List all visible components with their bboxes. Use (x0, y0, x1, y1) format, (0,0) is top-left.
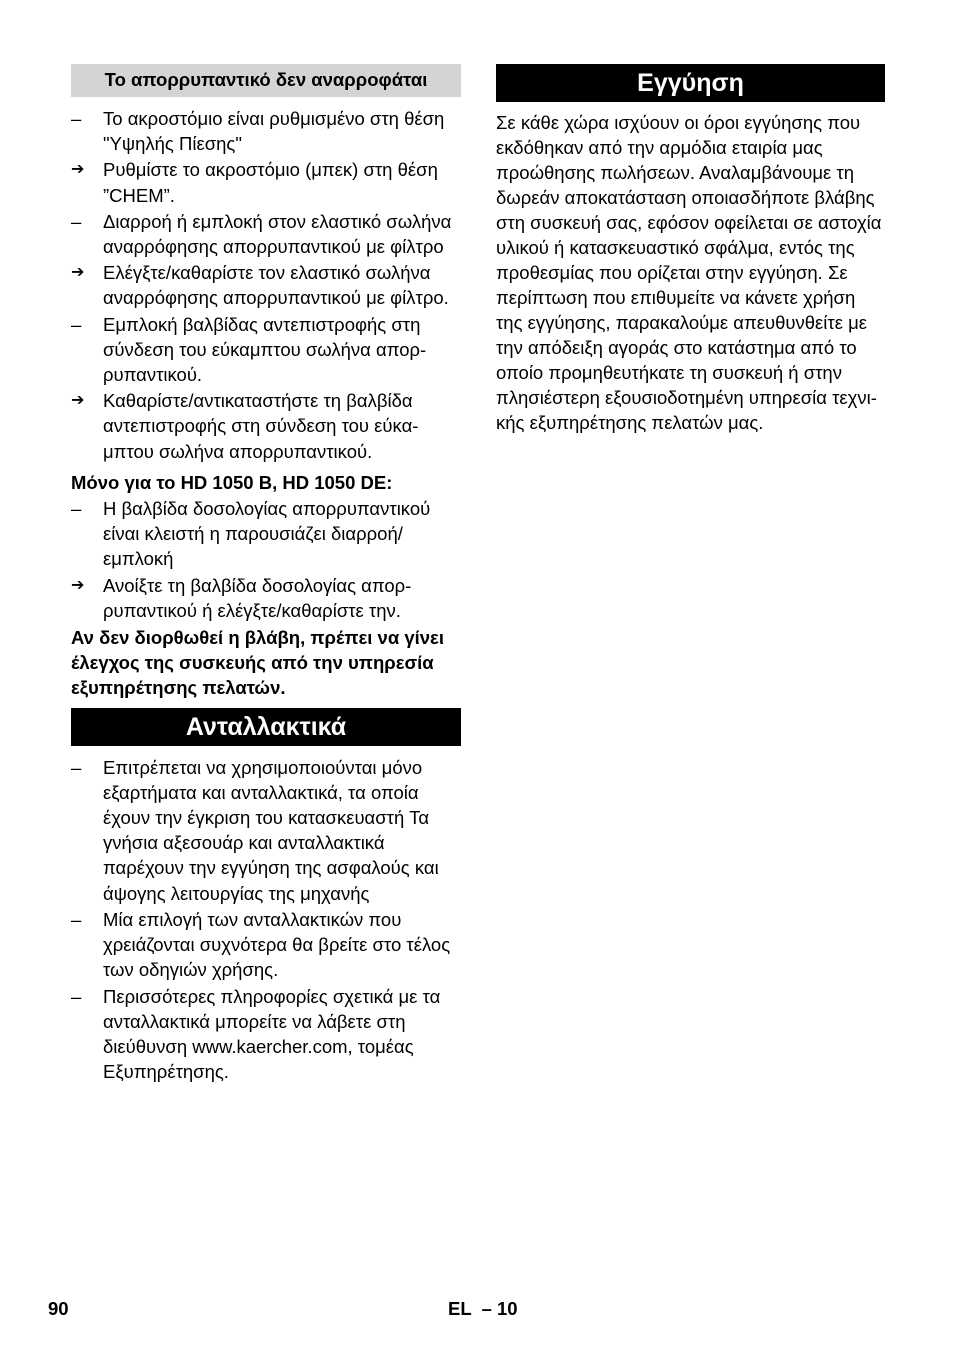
list-item-text: Περισσότερες πληροφορίες σχετικά με τα ανταλλακτικά μπορείτε να λάβετε στη διεύθυνση www.kaercher.com, τομέας Εξυπηρέτησης. (103, 985, 441, 1083)
troubleshoot-list (71, 106, 461, 464)
list-item (71, 209, 461, 259)
dash-marker: – (71, 498, 82, 520)
list-item (71, 106, 461, 156)
spare-parts-list (71, 755, 461, 1085)
dash-marker: – (71, 210, 82, 232)
arrow-right-icon: ➔ (71, 161, 85, 179)
list-item (71, 157, 461, 207)
model-note: Μόνο για το HD 1050 B, HD 1050 DE: (71, 471, 393, 493)
dash-marker: – (71, 313, 82, 335)
right-column (496, 64, 885, 435)
list-item (71, 496, 461, 572)
dash-marker: – (71, 908, 82, 930)
dash-marker: – (71, 756, 82, 778)
list-item-text: Η βαλβίδα δοσολογίας απορρυπαντικού είναι κλειστή η παρουσιάζει διαρροή/εμπλοκή (103, 498, 431, 570)
model-list (71, 496, 461, 623)
list-item-text: Μία επιλογή των ανταλλακτικών που χρειάζονται συχνότερα θα βρείτε στο τέλος των οδηγιών χρήσης. (103, 908, 451, 981)
page-code: EL – 10 (448, 1298, 518, 1319)
spare-parts-heading: Ανταλλακτικά (71, 708, 461, 746)
list-item-text: Το ακροστόμιο είναι ρυθμισμένο στη θέση "Υψηλής Πίεσης" (103, 108, 445, 155)
list-item (71, 573, 461, 623)
list-item (71, 984, 461, 1085)
arrow-right-icon: ➔ (71, 392, 85, 410)
list-item-text: Ρυθμίστε το ακροστόμιο (μπεκ) στη θέση ”CHEM”. (103, 159, 438, 206)
list-item-text: Εμπλοκή βαλβίδας αντεπιστροφής στη σύνδεση του εύκαμπτου σωλήνα απορρυπαντικού. (103, 313, 427, 386)
list-item-text: Καθαρίστε/αντικαταστήστε τη βαλβίδα αντεπιστροφής στη σύνδεση του εύκαμπτου σωλήνα απορρυπαντικού. (103, 390, 419, 462)
list-item (71, 907, 461, 983)
list-item (71, 312, 461, 388)
dash-marker: – (71, 108, 82, 129)
arrow-right-icon: ➔ (71, 264, 85, 282)
list-item-text: Επιτρέπεται να χρησιμοποιούνται μόνο εξαρτήματα και ανταλλακτικά, τα οποία έχουν την έγκριση του κατασκευαστή Τα γνήσια αξεσουάρ και ανταλλακτικά παρέχουν την εγγύηση της ασφαλούς και άψογης λειτουργίας της μηχανής (103, 756, 439, 904)
dash-marker: – (71, 985, 82, 1007)
troubleshoot-heading: Το απορρυπαντικό δεν αναρροφάται (71, 64, 461, 97)
arrow-right-icon: ➔ (71, 576, 85, 594)
list-item-text: Ανοίξτε τη βαλβίδα δοσολογίας απορρυπαντικού ή ελέγξτε/καθαρίστε την. (103, 574, 412, 621)
list-item (71, 755, 461, 906)
list-item-text: Ελέγξτε/καθαρίστε τον ελαστικό σωλήνα αναρρόφησης απορρυπαντικού με φίλτρο. (103, 262, 449, 309)
service-warning: Αν δεν διορθωθεί η βλάβη, πρέπει να γίνει έλεγχος της συσκευής από την υπηρεσία εξυπηρέτησης πελατών. (71, 627, 444, 699)
left-column (71, 64, 461, 1085)
warranty-heading: Εγγύηση (496, 64, 885, 102)
warranty-text: Σε κάθε χώρα ισχύουν οι όροι εγγύησης που εκδόθηκαν από την αρμόδια εταιρία μας προώθησης πωλήσεων. Αναλαμβάνουμε τη δωρεάν αποκατάσταση οποιασδήποτε βλάβης στη συσκευή σας, εφόσον οφείλεται σε αστοχία υλικού ή κατασκευαστικό σφάλμα, εντός της προθεσμίας που ορίζεται στην εγγύηση. Σε περίπτωση που επιθυμείτε να κάνετε χρήση της εγγύησης, παρακαλούμε απευθυνθείτε με την απόδειξη αγοράς στο κατάστημα από το οποίο προμηθευτήκατε τη συσκευή ή στην πλησιέστερη εξουσιοδοτημένη υπηρεσία τεχνικής εξυπηρέτησης πελατών μας. (496, 112, 882, 433)
list-item (71, 388, 461, 464)
list-item (71, 260, 461, 310)
page-number: 90 (48, 1298, 69, 1319)
list-item-text: Διαρροή ή εμπλοκή στον ελαστικό σωλήνα αναρρόφησης απορρυπαντικού με φίλτρο (103, 210, 452, 258)
